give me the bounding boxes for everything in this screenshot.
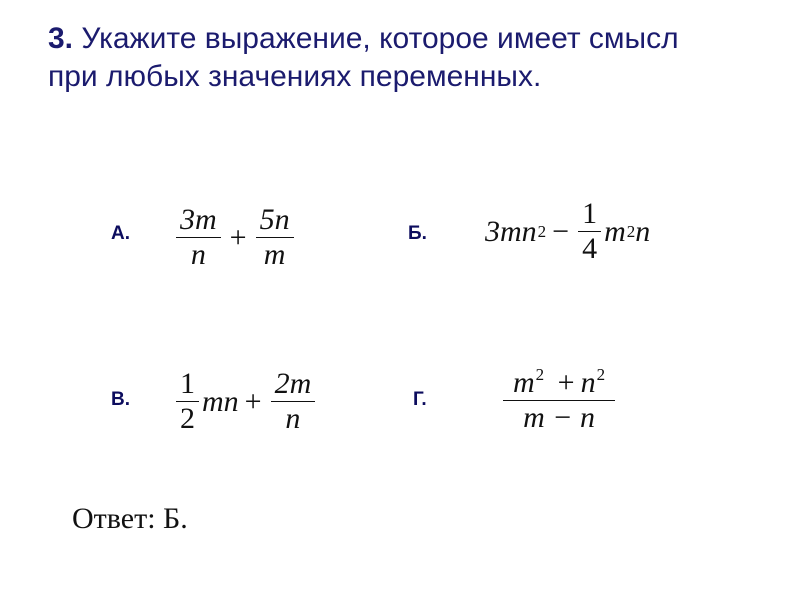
option-a-expression bbox=[173, 203, 297, 272]
option-v-label: В. bbox=[111, 389, 130, 410]
task-text: Укажите выражение, которое имеет смысл bbox=[73, 22, 679, 55]
option-b-fraction-numerator: 1 bbox=[582, 197, 598, 230]
option-v-fraction-1-numerator: 1 bbox=[180, 367, 195, 400]
option-b-term-2-var: n bbox=[635, 214, 651, 248]
option-v-term: mn bbox=[202, 384, 239, 418]
option-b-fraction-denominator: 4 bbox=[582, 232, 598, 265]
task-number: 3. bbox=[48, 22, 74, 55]
option-g-fraction bbox=[503, 358, 615, 435]
option-b-label: Б. bbox=[408, 223, 427, 244]
option-g-numerator-b: n bbox=[580, 366, 596, 399]
option-g-numerator bbox=[503, 358, 615, 400]
option-g-numerator-b-exponent: 2 bbox=[596, 365, 606, 384]
plus-sign: + bbox=[557, 366, 575, 399]
option-v-fraction-2-denominator: n bbox=[285, 402, 301, 435]
minus-sign: − bbox=[552, 214, 570, 248]
option-a-fraction-1-numerator: 3m bbox=[180, 203, 217, 236]
option-a-label: А. bbox=[111, 223, 130, 244]
option-b-term-1-exponent: 2 bbox=[537, 221, 547, 241]
task-text-line2: при любых значениях переменных. bbox=[48, 60, 542, 93]
option-b-term-1: 3mn bbox=[485, 214, 537, 248]
option-a-fraction-2-numerator: 5n bbox=[259, 203, 290, 236]
answer-text: Ответ: Б. bbox=[72, 502, 188, 535]
option-g-label: Г. bbox=[413, 389, 427, 410]
option-g-denominator: m − n bbox=[523, 401, 595, 434]
option-a-fraction-1 bbox=[176, 203, 221, 272]
option-g-numerator-a: m bbox=[513, 366, 535, 399]
option-a-fraction-1-denominator: n bbox=[190, 238, 206, 271]
option-v-fraction-2 bbox=[271, 367, 316, 436]
option-v-expression bbox=[173, 367, 318, 436]
option-v-fraction-2-numerator: 2m bbox=[274, 367, 312, 400]
option-b-term-2-exponent: 2 bbox=[626, 221, 636, 241]
plus-sign: + bbox=[229, 220, 247, 254]
plus-sign: + bbox=[244, 384, 262, 418]
task-title bbox=[48, 20, 768, 96]
option-b-term-2-base: m bbox=[604, 214, 626, 248]
option-g-expression bbox=[500, 358, 618, 435]
option-a-fraction-2 bbox=[256, 203, 294, 272]
option-a-fraction-2-denominator: m bbox=[263, 238, 286, 271]
option-b-expression bbox=[485, 197, 650, 266]
option-g-numerator-a-exponent: 2 bbox=[535, 365, 545, 384]
option-b-fraction bbox=[578, 197, 601, 266]
option-v-fraction-1-denominator: 2 bbox=[180, 402, 195, 435]
option-v-fraction-1 bbox=[176, 367, 199, 436]
